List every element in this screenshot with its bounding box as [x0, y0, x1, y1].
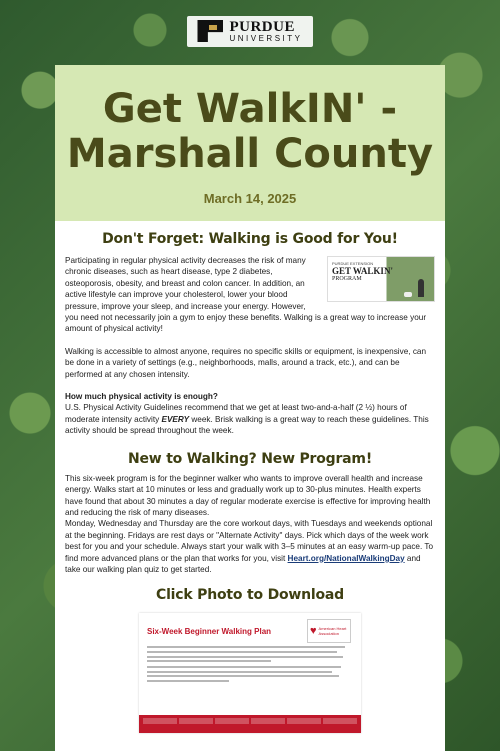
dog-icon	[404, 292, 412, 297]
newsletter-card	[55, 65, 445, 751]
plan-text-line	[147, 651, 337, 653]
spacer	[65, 335, 435, 346]
schedule-paragraph	[65, 518, 435, 575]
walking-plan-download-image[interactable]	[139, 613, 361, 733]
purdue-logo[interactable]	[187, 16, 312, 47]
schedule-text-b: and take our walking plan quiz to get started.	[65, 553, 421, 574]
walker-icon	[418, 279, 424, 297]
page-title	[55, 87, 445, 177]
promo-line-1: PURDUE EXTENSION	[332, 261, 374, 266]
accessibility-paragraph: Walking is accessible to almost anyone, requires no specific skills or equipment, is inexpensive, can be done in a variety of settings (e.g., neighborhoods, malls, around a track, etc.), and can be performed at any chosen intensity.	[65, 346, 427, 379]
plan-text-line	[147, 646, 345, 648]
aha-badge-text: American Heart Association	[318, 626, 347, 637]
national-walking-day-link[interactable]: Heart.org/NationalWalkingDay	[287, 553, 405, 563]
program-paragraph: This six-week program is for the beginner walker who wants to improve overall health and increase energy. Walks start at 10 minutes or less and gradually work up to 30-plus minutes. Health experts have found that about 30 minutes a day of regular moderate exercise is effective for improving health and reducing the risk of many diseases.	[65, 473, 431, 517]
plan-table-cell	[179, 718, 213, 724]
plan-table-header	[139, 715, 361, 733]
guidelines-paragraph	[65, 402, 435, 436]
title-line-1: Get WalkIN' -	[102, 86, 398, 132]
plan-text-line	[147, 675, 339, 677]
promo-line-2: GET WALKIN'	[332, 266, 393, 276]
heading-click-photo: Click Photo to Download	[156, 587, 344, 604]
logo-bar	[0, 0, 500, 62]
intro-paragraph: Participating in regular physical activity decreases the risk of many chronic diseases, such as heart disease, type 2 diabetes, osteoporosis, obesity, and breast and colon cancer. In addition, an active lifestyle can improve your cholesterol, lower your blood pressure, improve your sleep, and increase your energy. However, you need not necessarily join a gym to enjoy these benefits. Walking is a great way to increase your amount of physical activity!	[65, 256, 427, 334]
newsletter-header	[55, 65, 445, 221]
plan-title: Six-Week Beginner Walking Plan	[147, 627, 272, 637]
heart-icon: ♥	[310, 624, 317, 637]
promo-line-3: PROGRAM	[332, 276, 362, 282]
plan-table-cell	[323, 718, 357, 724]
plan-text-line	[147, 660, 271, 662]
plan-table-cell	[287, 718, 321, 724]
schedule-text-a: Monday, Wednesday and Thursday are the core workout days, with Tuesdays and weekends optional at the beginning. Fridays are rest days or "Alternate Activity" days. Pick which days of the week work best for you and your schedule. Always start your walk with 3–5 minutes at an easy warm-up pace. To find more advanced plans or the plan that works for you, visit	[65, 519, 434, 563]
plan-text-line	[147, 666, 341, 668]
logo-name: PURDUE	[229, 18, 295, 35]
aha-badge	[307, 619, 351, 643]
guidelines-emphasis: EVERY	[161, 414, 190, 424]
get-walkin-promo-image[interactable]	[327, 256, 435, 302]
newsletter-content	[55, 231, 445, 733]
guidelines-text-a: U.S. Physical Activity Guidelines recommend that we get at least two-and-a-half (2 ½) hours of moderate intensity activity	[65, 403, 407, 424]
plan-table-cell	[143, 718, 177, 724]
plan-text-line	[147, 656, 343, 658]
activity-question: How much physical activity is enough?	[65, 392, 218, 402]
plan-table-cell	[215, 718, 249, 724]
plan-text-line	[147, 680, 229, 682]
heading-walking-good: Don't Forget: Walking is Good for You!	[102, 231, 398, 247]
purdue-p-icon	[197, 20, 223, 42]
title-line-2: Marshall County	[66, 131, 434, 177]
spacer	[65, 380, 435, 391]
logo-text	[229, 20, 302, 43]
newsletter-date: March 14, 2025	[203, 191, 297, 206]
logo-sub: UNIVERSITY	[229, 33, 303, 43]
guidelines-text-b: week. Brisk walking is a great way to reach these guidelines. This activity should be spread throughout the week.	[65, 414, 429, 436]
plan-text-line	[147, 671, 332, 673]
intro-section	[65, 255, 435, 335]
plan-text-lines	[147, 646, 353, 682]
heading-new-program: New to Walking? New Program!	[127, 450, 373, 467]
plan-table-cell	[251, 718, 285, 724]
